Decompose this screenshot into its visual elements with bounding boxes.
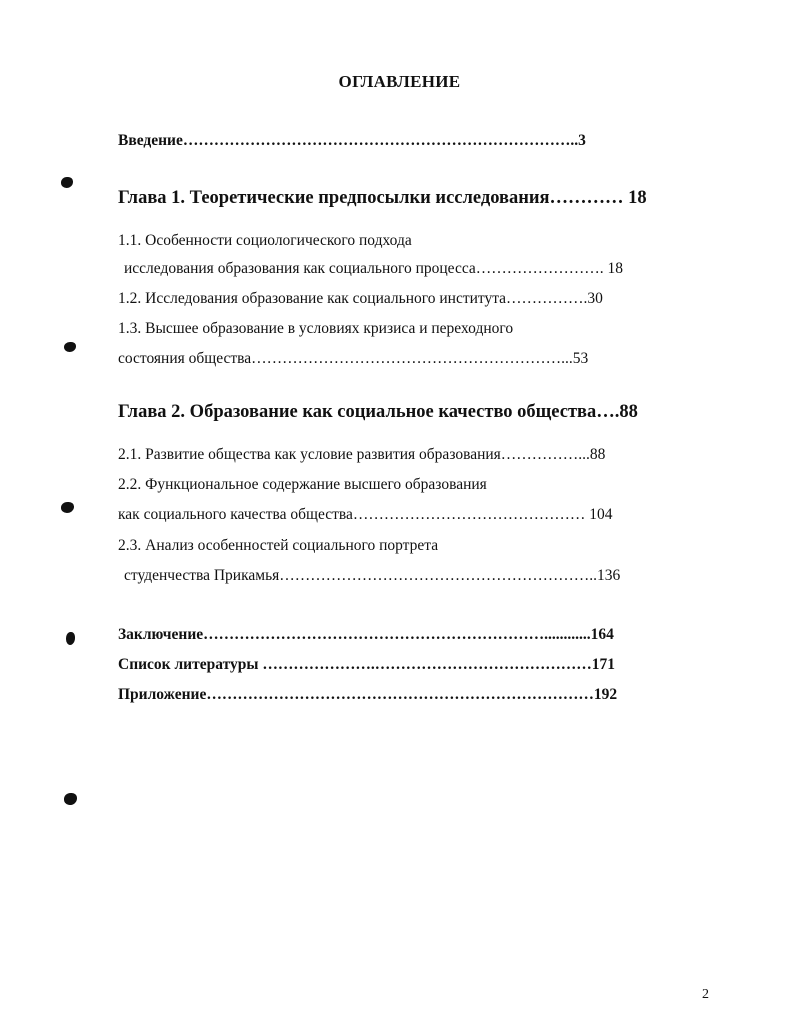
toc-entry-section-1-1-line-2: исследования образования как социального процесса……………………. 18: [124, 260, 624, 277]
toc-entry-section-2-1: 2.1. Развитие общества как условие развития образования……………...88: [118, 446, 606, 463]
page-title: ОГЛАВЛЕНИЕ: [338, 72, 461, 91]
scan-mark: [61, 177, 73, 188]
toc-entry-section-1-3-line-1: 1.3. Высшее образование в условиях кризиса и переходного: [118, 320, 514, 337]
toc-entry-chapter-2: Глава 2. Образование как социальное качество общества….88: [118, 402, 638, 422]
toc-entry-section-1-2: 1.2. Исследования образование как социального института…………….30: [118, 290, 603, 307]
toc-entry-chapter-1: Глава 1. Теоретические предпосылки исследования………… 18: [118, 188, 647, 208]
toc-entry-appendix: Приложение…………………………………………………………………192: [118, 686, 618, 703]
toc-entry-bibliography: Список литературы ………………….……………………………………171: [118, 656, 615, 673]
toc-entry-section-2-3-line-2: студенчества Прикамья……………………………………………………..136: [124, 567, 621, 584]
toc-entry-section-2-2-line-2: как социального качества общества……………………………………… 104: [118, 506, 613, 523]
scan-mark: [64, 342, 76, 352]
toc-entry-section-1-3-line-2: состояния общества……………………………………………………...53: [118, 350, 589, 367]
scan-mark: [61, 502, 74, 513]
scan-mark: [64, 793, 77, 805]
toc-entry-section-1-1-line-1: 1.1. Особенности социологического подхода: [118, 232, 412, 249]
scan-mark: [66, 632, 75, 645]
toc-entry-introduction: Введение…………………………………………………………………..3: [118, 132, 586, 149]
toc-entry-section-2-3-line-1: 2.3. Анализ особенностей социального портрета: [118, 537, 439, 554]
page-number: 2: [702, 987, 709, 1002]
toc-entry-section-2-2-line-1: 2.2. Функциональное содержание высшего образования: [118, 476, 487, 493]
toc-entry-conclusion: Заключение…………………………………………………………............164: [118, 626, 614, 643]
